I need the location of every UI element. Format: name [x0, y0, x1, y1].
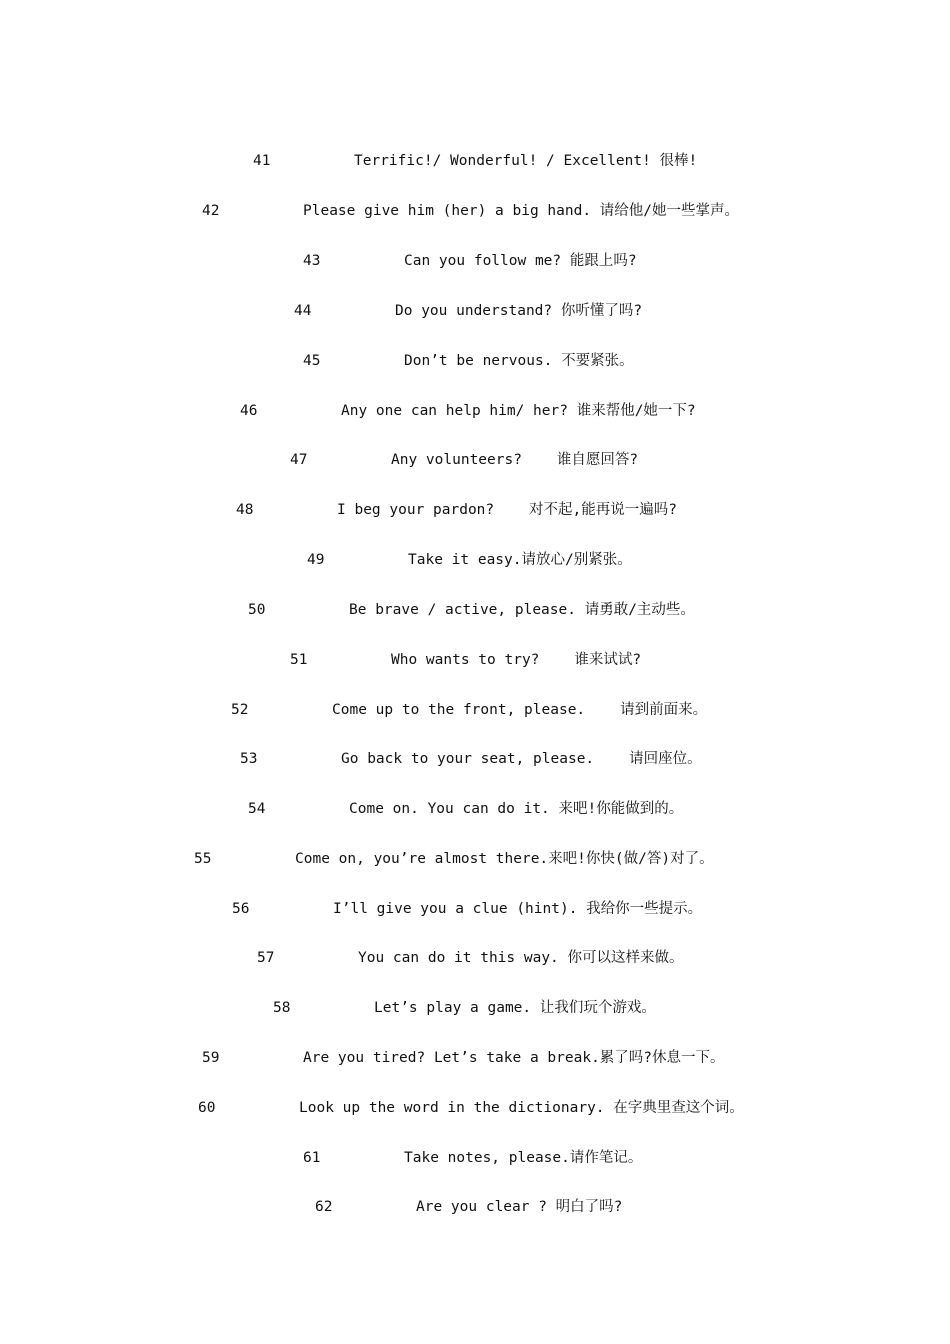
item-text: You can do it this way. 你可以这样来做。 — [358, 950, 684, 966]
item-text: Take it easy.请放心/别紧张。 — [408, 552, 632, 568]
item-number: 50 — [248, 602, 266, 618]
item-text: Take notes, please.请作笔记。 — [404, 1150, 643, 1166]
list-item — [0, 448, 950, 472]
item-number: 53 — [240, 751, 258, 767]
list-item — [0, 698, 950, 722]
list-item — [0, 797, 950, 821]
list-item — [0, 897, 950, 921]
list-item — [0, 399, 950, 423]
list-item — [0, 1046, 950, 1070]
list-item — [0, 249, 950, 273]
list-item — [0, 498, 950, 522]
item-text: I’ll give you a clue (hint). 我给你一些提示。 — [333, 901, 703, 917]
item-number: 58 — [273, 1000, 291, 1016]
item-text: Let’s play a game. 让我们玩个游戏。 — [374, 1000, 656, 1016]
item-number: 55 — [194, 851, 212, 867]
list-item — [0, 199, 950, 223]
item-text: Please give him (her) a big hand. 请给他/她一些掌声。 — [303, 203, 740, 219]
item-text: I beg your pardon? 对不起,能再说一遍吗? — [337, 502, 678, 518]
list-item — [0, 598, 950, 622]
item-number: 44 — [294, 303, 312, 319]
item-text: Can you follow me? 能跟上吗? — [404, 253, 637, 269]
item-number: 47 — [290, 452, 308, 468]
item-text: Be brave / active, please. 请勇敢/主动些。 — [349, 602, 695, 618]
item-text: Are you tired? Let’s take a break.累了吗?休息一下。 — [303, 1050, 725, 1066]
list-item — [0, 349, 950, 373]
item-number: 51 — [290, 652, 308, 668]
item-text: Terrific!/ Wonderful! / Excellent! 很棒! — [354, 153, 698, 169]
item-number: 45 — [303, 353, 321, 369]
item-number: 52 — [231, 702, 249, 718]
item-number: 43 — [303, 253, 321, 269]
item-text: Any volunteers? 谁自愿回答? — [391, 452, 639, 468]
item-number: 54 — [248, 801, 266, 817]
item-text: Don’t be nervous. 不要紧张。 — [404, 353, 634, 369]
list-item — [0, 548, 950, 572]
item-number: 42 — [202, 203, 220, 219]
item-number: 60 — [198, 1100, 216, 1116]
item-number: 49 — [307, 552, 325, 568]
list-item — [0, 149, 950, 173]
item-number: 48 — [236, 502, 254, 518]
item-text: Do you understand? 你听懂了吗? — [395, 303, 643, 319]
list-item — [0, 946, 950, 970]
item-text: Look up the word in the dictionary. 在字典里查这个词。 — [299, 1100, 744, 1116]
list-item — [0, 1096, 950, 1120]
item-number: 56 — [232, 901, 250, 917]
list-item — [0, 299, 950, 323]
item-text: Come up to the front, please. 请到前面来。 — [332, 702, 708, 718]
item-text: Go back to your seat, please. 请回座位。 — [341, 751, 702, 767]
list-item — [0, 996, 950, 1020]
item-text: Any one can help him/ her? 谁来帮他/她一下? — [341, 403, 696, 419]
item-number: 61 — [303, 1150, 321, 1166]
item-text: Who wants to try? 谁来试试? — [391, 652, 642, 668]
item-number: 57 — [257, 950, 275, 966]
item-number: 46 — [240, 403, 258, 419]
list-item — [0, 1195, 950, 1219]
item-text: Are you clear ? 明白了吗? — [416, 1199, 623, 1215]
list-item — [0, 747, 950, 771]
item-number: 62 — [315, 1199, 333, 1215]
item-text: Come on, you’re almost there.来吧!你快(做/答)对了。 — [295, 851, 714, 867]
item-text: Come on. You can do it. 来吧!你能做到的。 — [349, 801, 684, 817]
list-item — [0, 847, 950, 871]
list-item — [0, 648, 950, 672]
item-number: 41 — [253, 153, 271, 169]
list-item — [0, 1146, 950, 1170]
item-number: 59 — [202, 1050, 220, 1066]
